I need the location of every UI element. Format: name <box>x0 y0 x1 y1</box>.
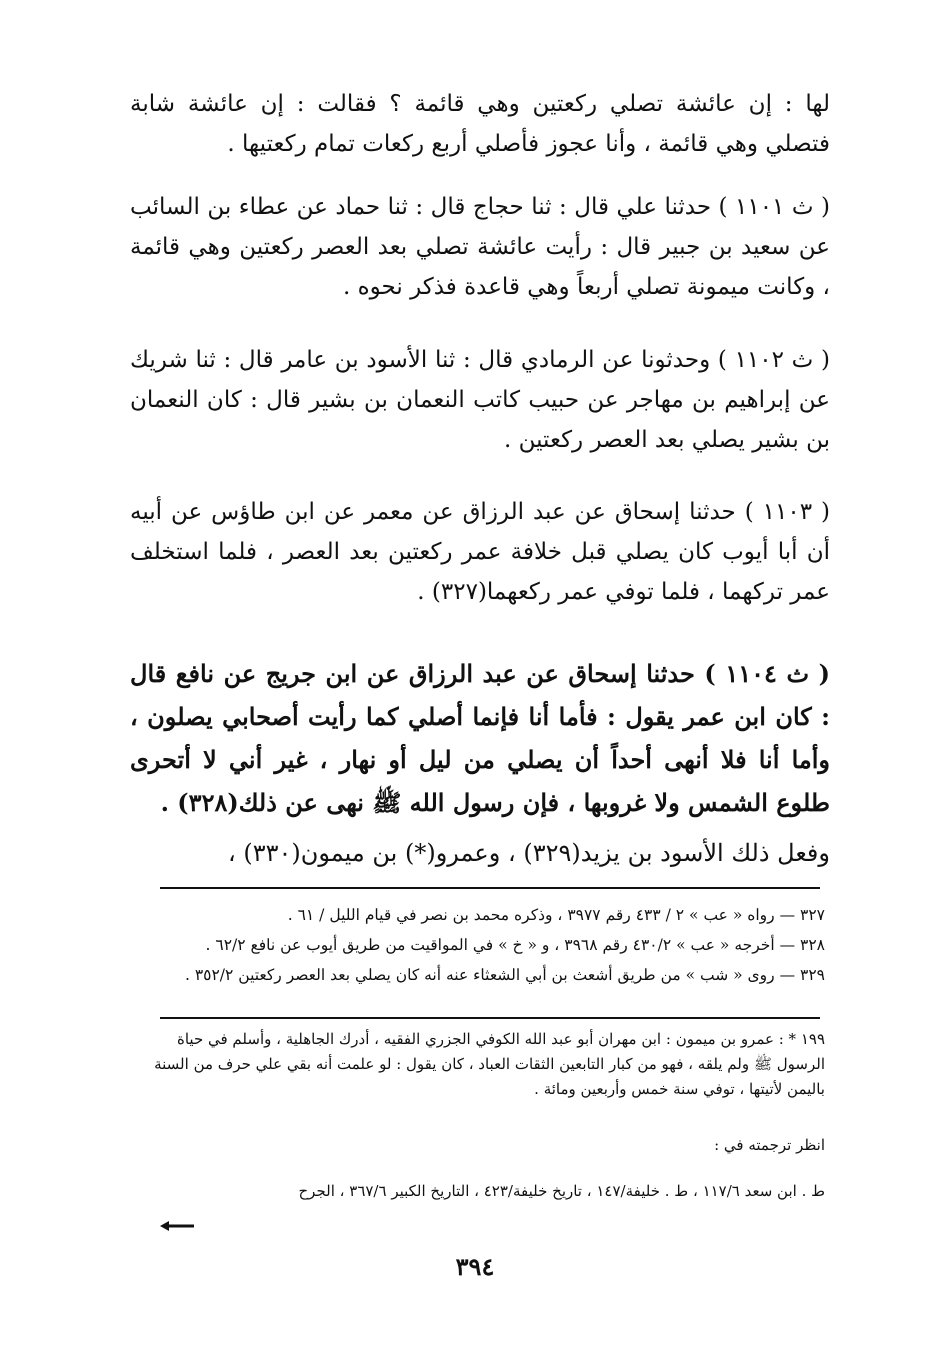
footnotes <box>150 900 825 990</box>
paragraph-text: وفعل ذلك الأسود بن يزيد(٣٢٩) ، وعمرو(*) بن ميمون(٣٣٠) ، <box>228 839 830 867</box>
biography-note <box>150 1027 825 1102</box>
paragraph-text: لها : إن عائشة تصلي ركعتين وهي قائمة ؟ فقالت : إن عائشة شابة فتصلي وهي قائمة ، وأنا عجوز فأصلي أربع ركعات تمام ركعتيها . <box>130 91 830 157</box>
footnote-divider <box>160 887 820 889</box>
closing-line <box>130 833 830 873</box>
paragraph-text: ( ث ١١٠١ ) حدثنا علي قال : ثنا حجاج قال : ثنا حماد عن عطاء بن السائب عن سعيد بن جبير قال : رأيت عائشة تصلي بعد العصر ركعتين وهي قائمة ، وكانت ميمونة تصلي أربعاً وهي قاعدة فذكر نحوه . <box>130 194 830 300</box>
paragraph-text: ( ١١٠٣ ) حدثنا إسحاق عن عبد الرزاق عن معمر عن ابن طاؤس عن أبيه أن أبا أيوب كان يصلي قبل خلافة عمر ركعتين بعد العصر ، فلما استخلف عمر تركهما ، فلما توفي عمر ركعهما(٣٢٧) . <box>130 499 830 605</box>
references-line: ط . ابن سعد ١١٧/٦ ، ط . خليفة/١٤٧ ، تاريخ خليفة/٤٢٣ ، التاريخ الكبير ٣٦٧/٦ ، الجرح <box>298 1182 825 1200</box>
see-also-label: انظر ترجمته في : <box>714 1136 825 1154</box>
hadith-1104 <box>130 652 830 824</box>
biography-text: ١٩٩ * : عمرو بن ميمون : ابن مهران أبو عبد الله الكوفي الجزري الفقيه ، أدرك الجاهلية ، وأسلم في حياة الرسول ﷺ ولم يلقه ، فهو من كبار التابعين الثقات العباد ، كان يقول : لو علمت أنه بقي علي حرف من السنة باليمن لأتيتها ، توفي سنة خمس وأربعين ومائة . <box>154 1030 825 1098</box>
paragraph-text: ( ث ١١٠٢ ) وحدثونا عن الرمادي قال : ثنا الأسود بن عامر قال : ثنا شريك عن إبراهيم بن مهاجر عن حبيب كاتب النعمان بن بشير قال : كان النعمان بن بشير يصلي بعد العصر ركعتين . <box>130 347 830 453</box>
footnote-328: ٣٢٨ — أخرجه « عب » ٤٣٠/٢ رقم ٣٩٦٨ ، و « خ » في المواقيت من طريق أيوب عن نافع ٦٢/٢ . <box>205 936 825 954</box>
continuation-arrow-icon <box>160 1221 194 1231</box>
hadith-1101 <box>130 187 830 307</box>
main-text-paragraph <box>130 84 830 164</box>
hadith-1102 <box>130 340 830 460</box>
page-number: ٣٩٤ <box>455 1252 495 1281</box>
footnote-327: ٣٢٧ — رواه « عب » ٢ / ٤٣٣ رقم ٣٩٧٧ ، وذكره محمد بن نصر في قيام الليل / ٦١ . <box>287 906 825 924</box>
biography-divider <box>160 1017 820 1019</box>
hadith-1103 <box>130 492 830 612</box>
paragraph-text: ( ث ١١٠٤ ) حدثنا إسحاق عن عبد الرزاق عن ابن جريج عن نافع قال : كان ابن عمر يقول : فأما أنا فإنما أصلي كما رأيت أصحابي يصلون ، وأما أنا فلا أنهى أحداً أن يصلي من ليل أو نهار ، غير أني لا أتحرى طلوع الشمس ولا غروبها ، فإن رسول الله ﷺ نهى عن ذلك(٣٢٨) . <box>130 659 830 817</box>
footnote-329: ٣٢٩ — روى « شب » من طريق أشعث بن أبي الشعثاء عنه أنه كان يصلي بعد العصر ركعتين ٣٥٢/٢ . <box>184 966 825 984</box>
